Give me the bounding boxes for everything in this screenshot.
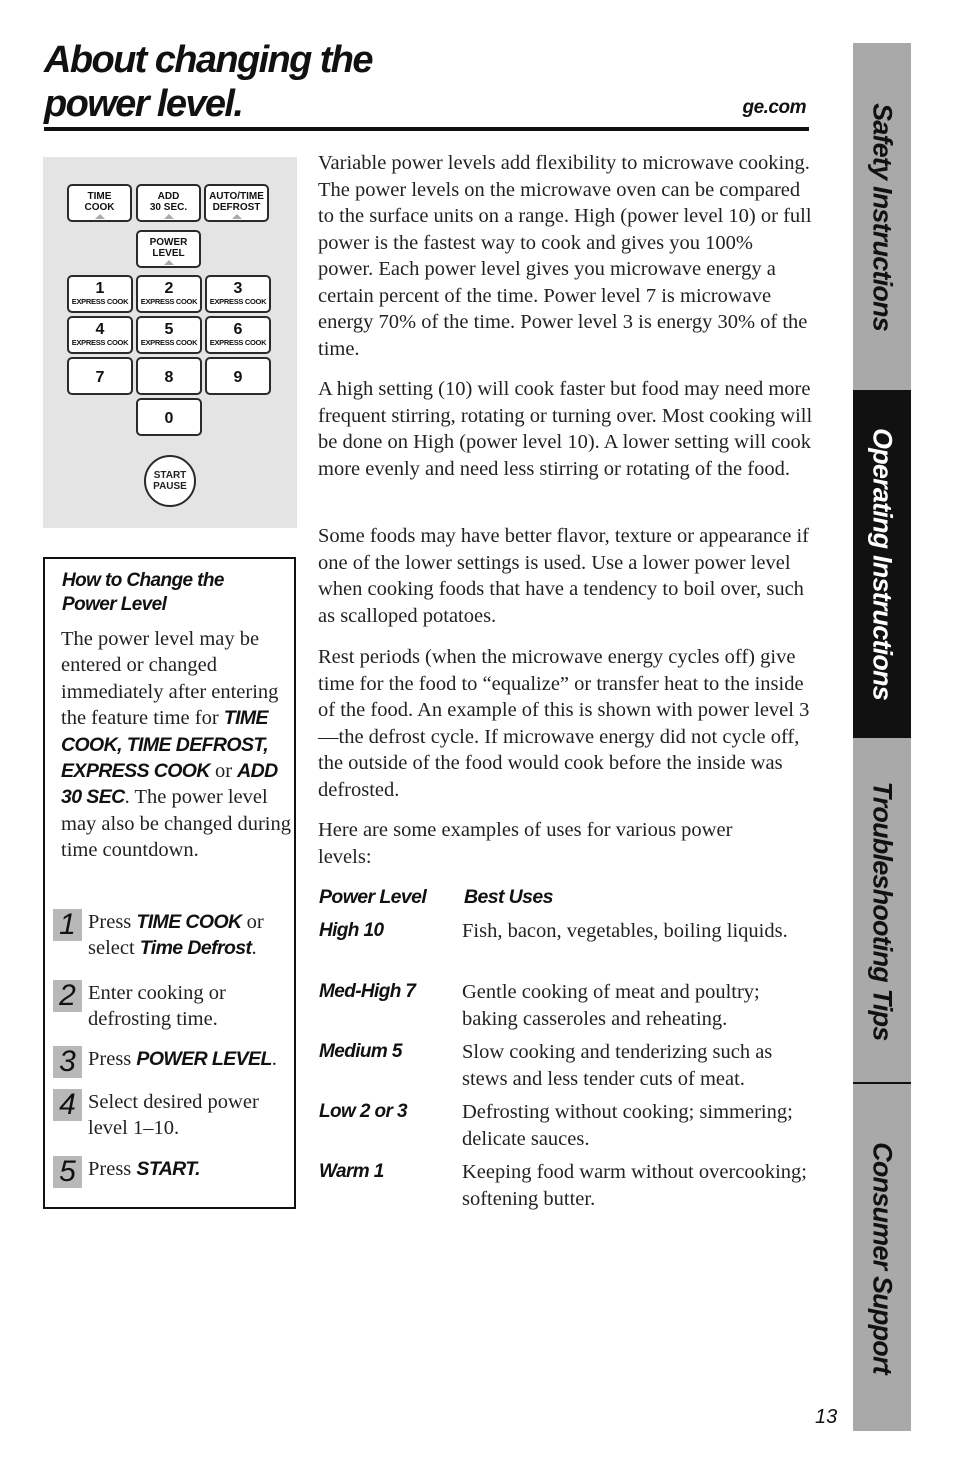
digit-key-8	[136, 357, 202, 395]
page-title-line1: About changing the	[44, 39, 372, 81]
table-row-use: Defrosting without cooking; simmering; delicate sauces.	[462, 1101, 793, 1150]
step-text-part: or select	[88, 911, 264, 960]
header-rule	[44, 127, 809, 131]
page-title-line2: power level.	[44, 83, 243, 125]
body-paragraph-1: Variable power levels add flexibility to microwave cooking. The power levels on the microwave oven can be compared to the surface units on a range. High (power level 10) or full power is the fastest way to cook and gives you 100% power. Each power level gives you microwave energy a certain percent of the time. Power level 7 is microwave energy 70% of the time. Power level 3 is energy 30% of the time.	[318, 152, 812, 360]
tab-operating-instructions[interactable]	[853, 390, 911, 738]
step-text: Enter cooking or defrosting time.	[88, 982, 226, 1031]
step-number: 5	[53, 1156, 82, 1188]
page-number: 13	[815, 1406, 838, 1428]
key-label: TIME	[87, 191, 112, 202]
table-header-power-level: Power Level	[319, 886, 427, 908]
page-title	[44, 38, 844, 126]
digit-key-5	[136, 316, 202, 354]
key-label: START	[153, 470, 187, 481]
digit-label: 2	[164, 280, 174, 297]
step-text	[88, 909, 293, 962]
express-cook-label: EXPRESS COOK	[209, 338, 267, 347]
digit-label: 5	[164, 321, 174, 338]
auto-time-defrost-key	[204, 184, 269, 222]
express-cook-label: EXPRESS COOK	[140, 297, 198, 306]
tab-troubleshooting-tips[interactable]	[853, 738, 911, 1083]
express-cook-label: EXPRESS COOK	[71, 338, 129, 347]
tab-label: Safety Instructions	[867, 102, 898, 331]
step-text-part: .	[271, 1048, 277, 1070]
digit-label: 8	[164, 369, 174, 386]
step-text	[88, 1046, 293, 1072]
digit-key-3	[205, 275, 271, 313]
step-keyword: Time Defrost	[139, 937, 252, 960]
tab-label: Consumer Support	[867, 1141, 898, 1374]
intro-keyword: TIME COOK, TIME DEFROST, EXPRESS COOK	[61, 707, 269, 783]
tab-consumer-support[interactable]	[853, 1084, 911, 1431]
digit-label: 9	[233, 369, 243, 386]
how-to-title	[62, 569, 292, 617]
how-to-box	[43, 557, 296, 1209]
key-label: DEFROST	[212, 202, 261, 213]
body-paragraph-4: Rest periods (when the microwave energy cycles off) give time for the food to “equalize” or transfer heat to the inside of the food. An example of this is shown with power level 3—the defrost cycle. If microwave energy did not cycle off, the outside of the food would cook before the inside was defrosted.	[318, 646, 810, 801]
step-keyword: START.	[136, 1158, 200, 1180]
step-number: 1	[53, 909, 82, 941]
step-keyword: TIME COOK	[136, 911, 242, 933]
key-label: ADD	[157, 191, 180, 202]
key-label: 30 SEC.	[149, 202, 188, 213]
key-label: AUTO/TIME	[209, 191, 264, 202]
digit-key-4	[67, 316, 133, 354]
digit-key-0	[136, 398, 202, 436]
table-row-level: Warm 1	[319, 1161, 384, 1182]
intro-keyword: ADD 30 SEC	[61, 760, 278, 809]
power-level-key	[136, 230, 201, 268]
table-row-use: Keeping food warm without overcooking; softening butter.	[462, 1161, 808, 1210]
step-number: 4	[53, 1089, 82, 1121]
how-to-title-line1: How to Change the	[62, 570, 224, 591]
tab-label: Troubleshooting Tips	[867, 781, 898, 1040]
table-row-level: Low 2 or 3	[319, 1101, 407, 1122]
table-row-use: Fish, bacon, vegetables, boiling liquids.	[462, 920, 788, 942]
digit-label: 1	[95, 280, 105, 297]
table-row-use: Slow cooking and tenderizing such as stews and less tender cuts of meat.	[462, 1041, 773, 1090]
body-paragraph-3: Some foods may have better flavor, texture or appearance if one of the lower settings is used. Use a lower power level when cooking foods that have a tendency to boil over, such as scalloped potatoes.	[318, 525, 809, 627]
step-text-part: Press	[88, 911, 137, 933]
express-cook-label: EXPRESS COOK	[209, 297, 267, 306]
intro-text: or	[209, 760, 238, 783]
how-to-intro	[61, 626, 293, 864]
site-link[interactable]: ge.com	[742, 97, 806, 118]
step-text-part: Press	[88, 1158, 137, 1180]
express-cook-label: EXPRESS COOK	[140, 338, 198, 347]
key-label: LEVEL	[152, 248, 185, 259]
table-row-level: Med-High 7	[319, 981, 416, 1002]
add-30-sec-key	[136, 184, 201, 222]
table-header-best-uses: Best Uses	[464, 886, 553, 908]
digit-key-7	[67, 357, 133, 395]
table-row-level: High 10	[319, 920, 384, 941]
digit-key-6	[205, 316, 271, 354]
key-label: PAUSE	[153, 481, 187, 492]
step-number: 3	[53, 1046, 82, 1078]
triangle-icon	[164, 260, 174, 265]
digit-label: 4	[95, 321, 105, 338]
digit-label: 3	[233, 280, 243, 297]
digit-label: 7	[95, 369, 105, 386]
tab-safety-instructions[interactable]	[853, 43, 911, 390]
digit-key-2	[136, 275, 202, 313]
triangle-icon	[164, 214, 174, 219]
step-number: 2	[53, 980, 82, 1012]
table-row-level: Medium 5	[319, 1041, 402, 1062]
body-paragraph-2: A high setting (10) will cook faster but food may need more frequent stirring, rotating or turning over. Most cooking will be done on High (power level 10). A lower setting will cook more evenly and need less stirring or rotating of the food.	[318, 378, 813, 480]
key-label: POWER	[149, 237, 188, 248]
step-keyword: POWER LEVEL	[136, 1048, 272, 1070]
time-cook-key	[67, 184, 132, 222]
tab-label: Operating Instructions	[867, 428, 898, 700]
how-to-title-line2: Power Level	[62, 594, 167, 615]
triangle-icon	[232, 214, 242, 219]
step-text	[88, 1156, 293, 1182]
start-pause-key	[144, 455, 196, 507]
table-row-use: Gentle cooking of meat and poultry; baking casseroles and reheating.	[462, 981, 760, 1030]
digit-key-9	[205, 357, 271, 395]
digit-label: 0	[164, 410, 174, 427]
step-text-part: Press	[88, 1048, 137, 1070]
digit-key-1	[67, 275, 133, 313]
key-label: COOK	[84, 202, 115, 213]
intro-text: . The power level may also be changed during time countdown.	[61, 786, 291, 862]
triangle-icon	[95, 214, 105, 219]
step-text: Select desired power level 1–10.	[88, 1091, 259, 1140]
body-paragraph-5: Here are some examples of uses for various power levels:	[318, 819, 733, 868]
intro-text: The power level may be entered or changed immediately after entering the feature time for	[61, 628, 279, 730]
digit-label: 6	[233, 321, 243, 338]
express-cook-label: EXPRESS COOK	[71, 297, 129, 306]
step-text-part: .	[251, 937, 257, 960]
